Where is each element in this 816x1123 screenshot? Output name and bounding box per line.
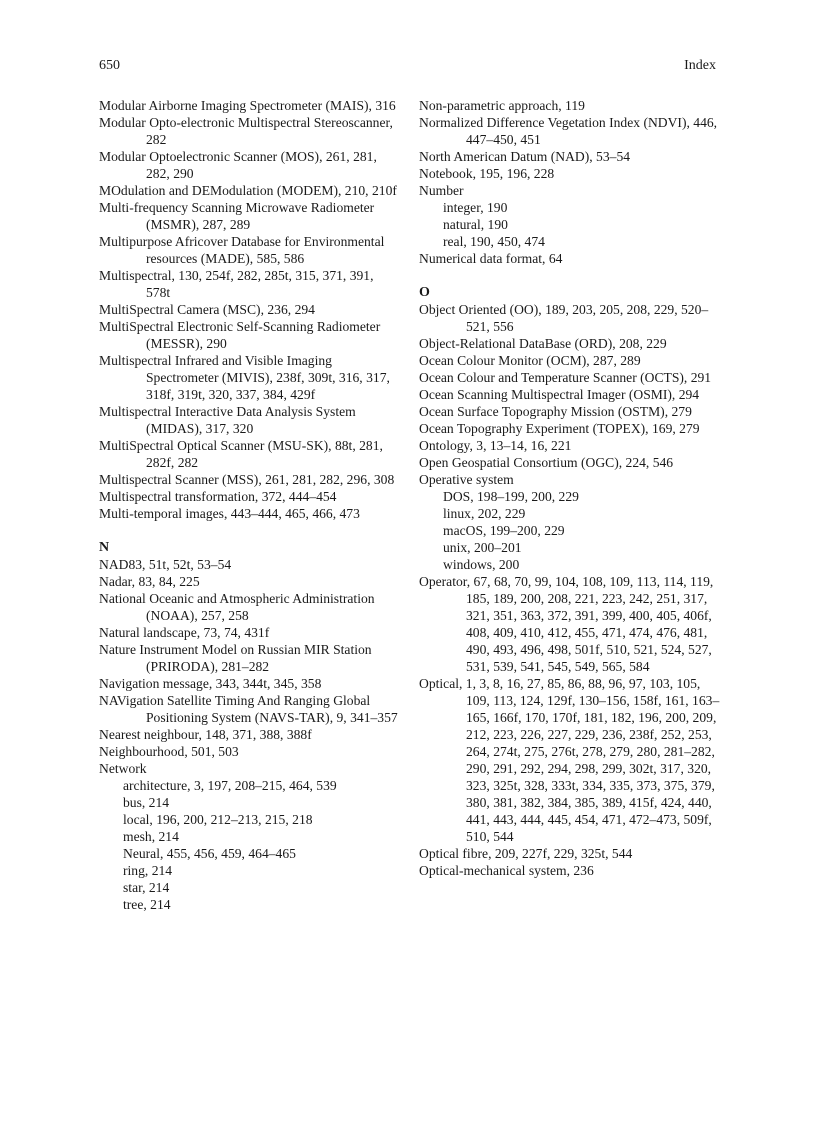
index-entry: MultiSpectral Electronic Self-Scanning Radiometer (MESSR), 290: [99, 319, 381, 351]
index-subentry: tree, 214: [123, 897, 171, 912]
index-column-left: [99, 97, 401, 913]
index-subentry: Neural, 455, 456, 459, 464–465: [123, 846, 296, 861]
index-entry: MultiSpectral Camera (MSC), 236, 294: [99, 302, 315, 317]
running-header: Index: [684, 58, 716, 73]
index-entry: Nature Instrument Model on Russian MIR Station (PRIRODA), 281–282: [99, 642, 372, 674]
index-subentry: macOS, 199–200, 229: [443, 523, 565, 538]
index-entry: Number: [419, 183, 464, 198]
index-entry: Ontology, 3, 13–14, 16, 221: [419, 438, 572, 453]
index-entry: National Oceanic and Atmospheric Administration (NOAA), 257, 258: [99, 591, 375, 623]
page-number: 650: [99, 58, 120, 73]
index-subentry: integer, 190: [443, 200, 508, 215]
index-entry: Operator, 67, 68, 70, 99, 104, 108, 109, 113, 114, 119, 185, 189, 200, 208, 221, 223, 242, 251, 317, 321, 351, 363, 372, 391, 399, 400, 405, 406f, 408, 409, 410, 412, 455, 471, 474, 476, 481, 490, 493, 496, 498, 501f, 510, 521, 524, 527, 531, 539, 541, 545, 549, 565, 584: [419, 574, 714, 674]
index-entry: Multipurpose Africover Database for Environmental resources (MADE), 585, 586: [99, 234, 385, 266]
index-entry: Modular Optoelectronic Scanner (MOS), 261, 281, 282, 290: [99, 149, 377, 181]
index-entry: Nearest neighbour, 148, 371, 388, 388f: [99, 727, 312, 742]
index-subentry: linux, 202, 229: [443, 506, 526, 521]
index-entry: Optical, 1, 3, 8, 16, 27, 85, 86, 88, 96, 97, 103, 105, 109, 113, 124, 129f, 130–156, 158f, 161, 163–165, 166f, 170, 170f, 181, 182, 196, 200, 209, 212, 223, 226, 227, 229, 236, 238f, 252, 253, 264, 274t, 275, 276t, 278, 279, 280, 281–282, 290, 291, 292, 294, 298, 299, 302t, 317, 320, 323, 325t, 328, 333t, 334, 335, 373, 375, 379, 380, 381, 382, 384, 385, 389, 415f, 424, 440, 441, 443, 444, 445, 454, 471, 472–473, 509f, 510, 544: [419, 676, 720, 844]
index-entry: Network: [99, 761, 147, 776]
index-subentry: mesh, 214: [123, 829, 179, 844]
index-subentry: windows, 200: [443, 557, 520, 572]
index-entry: Multispectral, 130, 254f, 282, 285t, 315, 371, 391, 578t: [99, 268, 374, 300]
index-section-letter: N: [99, 540, 110, 555]
index-entry: Modular Airborne Imaging Spectrometer (MAIS), 316: [99, 98, 396, 113]
index-entry: Multispectral transformation, 372, 444–454: [99, 489, 337, 504]
index-entry: Multi-frequency Scanning Microwave Radiometer (MSMR), 287, 289: [99, 200, 375, 232]
index-entry: Ocean Scanning Multispectral Imager (OSMI), 294: [419, 387, 700, 402]
section-gap: [419, 267, 723, 284]
index-entry: Notebook, 195, 196, 228: [419, 166, 555, 181]
index-subentry: unix, 200–201: [443, 540, 522, 555]
index-entry: NAVigation Satellite Timing And Ranging Global Positioning System (NAVS-TAR), 9, 341–357: [99, 693, 398, 725]
index-entry: Multispectral Infrared and Visible Imaging Spectrometer (MIVIS), 238f, 309t, 316, 317, 318f, 319t, 320, 337, 384, 429f: [99, 353, 390, 402]
index-subentry: architecture, 3, 197, 208–215, 464, 539: [123, 778, 337, 793]
index-entry: Ocean Colour Monitor (OCM), 287, 289: [419, 353, 641, 368]
index-entry: Optical-mechanical system, 236: [419, 863, 594, 878]
index-subentry: bus, 214: [123, 795, 170, 810]
index-subentry: real, 190, 450, 474: [443, 234, 545, 249]
section-gap: [99, 522, 401, 539]
index-entry: North American Datum (NAD), 53–54: [419, 149, 631, 164]
index-entry: Modular Opto-electronic Multispectral Stereoscanner, 282: [99, 115, 393, 147]
index-entry: Non-parametric approach, 119: [419, 98, 585, 113]
index-entry: Ocean Colour and Temperature Scanner (OCTS), 291: [419, 370, 712, 385]
index-entry: Multispectral Scanner (MSS), 261, 281, 282, 296, 308: [99, 472, 395, 487]
index-entry: Neighbourhood, 501, 503: [99, 744, 239, 759]
index-subentry: local, 196, 200, 212–213, 215, 218: [123, 812, 313, 827]
index-entry: NAD83, 51t, 52t, 53–54: [99, 557, 232, 572]
index-entry: MOdulation and DEModulation (MODEM), 210, 210f: [99, 183, 397, 198]
index-entry: Open Geospatial Consortium (OGC), 224, 546: [419, 455, 674, 470]
index-subentry: star, 214: [123, 880, 170, 895]
index-column-right: [419, 97, 723, 879]
index-entry: Object Oriented (OO), 189, 203, 205, 208, 229, 520–521, 556: [419, 302, 709, 334]
index-entry: Normalized Difference Vegetation Index (NDVI), 446, 447–450, 451: [419, 115, 718, 147]
index-entry: Object-Relational DataBase (ORD), 208, 229: [419, 336, 667, 351]
index-entry: Ocean Topography Experiment (TOPEX), 169, 279: [419, 421, 700, 436]
index-entry: Numerical data format, 64: [419, 251, 563, 266]
index-entry: Natural landscape, 73, 74, 431f: [99, 625, 270, 640]
index-section-letter: O: [419, 285, 430, 300]
index-entry: Multispectral Interactive Data Analysis System (MIDAS), 317, 320: [99, 404, 356, 436]
index-entry: Operative system: [419, 472, 514, 487]
index-entry: MultiSpectral Optical Scanner (MSU-SK), 88t, 281, 282f, 282: [99, 438, 383, 470]
index-entry: Navigation message, 343, 344t, 345, 358: [99, 676, 322, 691]
index-entry: Multi-temporal images, 443–444, 465, 466, 473: [99, 506, 360, 521]
index-subentry: DOS, 198–199, 200, 229: [443, 489, 579, 504]
index-entry: Nadar, 83, 84, 225: [99, 574, 200, 589]
index-entry: Optical fibre, 209, 227f, 229, 325t, 544: [419, 846, 633, 861]
index-entry: Ocean Surface Topography Mission (OSTM), 279: [419, 404, 692, 419]
index-subentry: natural, 190: [443, 217, 508, 232]
index-subentry: ring, 214: [123, 863, 173, 878]
